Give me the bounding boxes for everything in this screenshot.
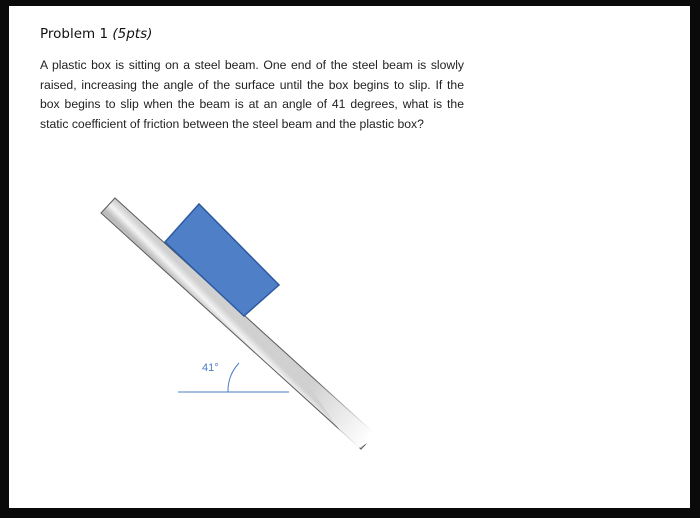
- document-page: [9, 6, 690, 508]
- problem-title-text: Problem 1: [40, 26, 109, 42]
- angle-arc: [228, 363, 239, 392]
- problem-points: (5pts): [112, 26, 153, 42]
- problem-statement: A plastic box is sitting on a steel beam. One end of the steel beam is slowly raised, increasing the angle of the surface until the box begins to slip. If the box begins to slip when the beam is at an angle of 41 degrees, what is the static coefficient of friction between the steel beam and the plastic box?: [40, 58, 464, 131]
- inclined-beam-diagram: [9, 6, 690, 508]
- angle-label: 41°: [202, 362, 219, 374]
